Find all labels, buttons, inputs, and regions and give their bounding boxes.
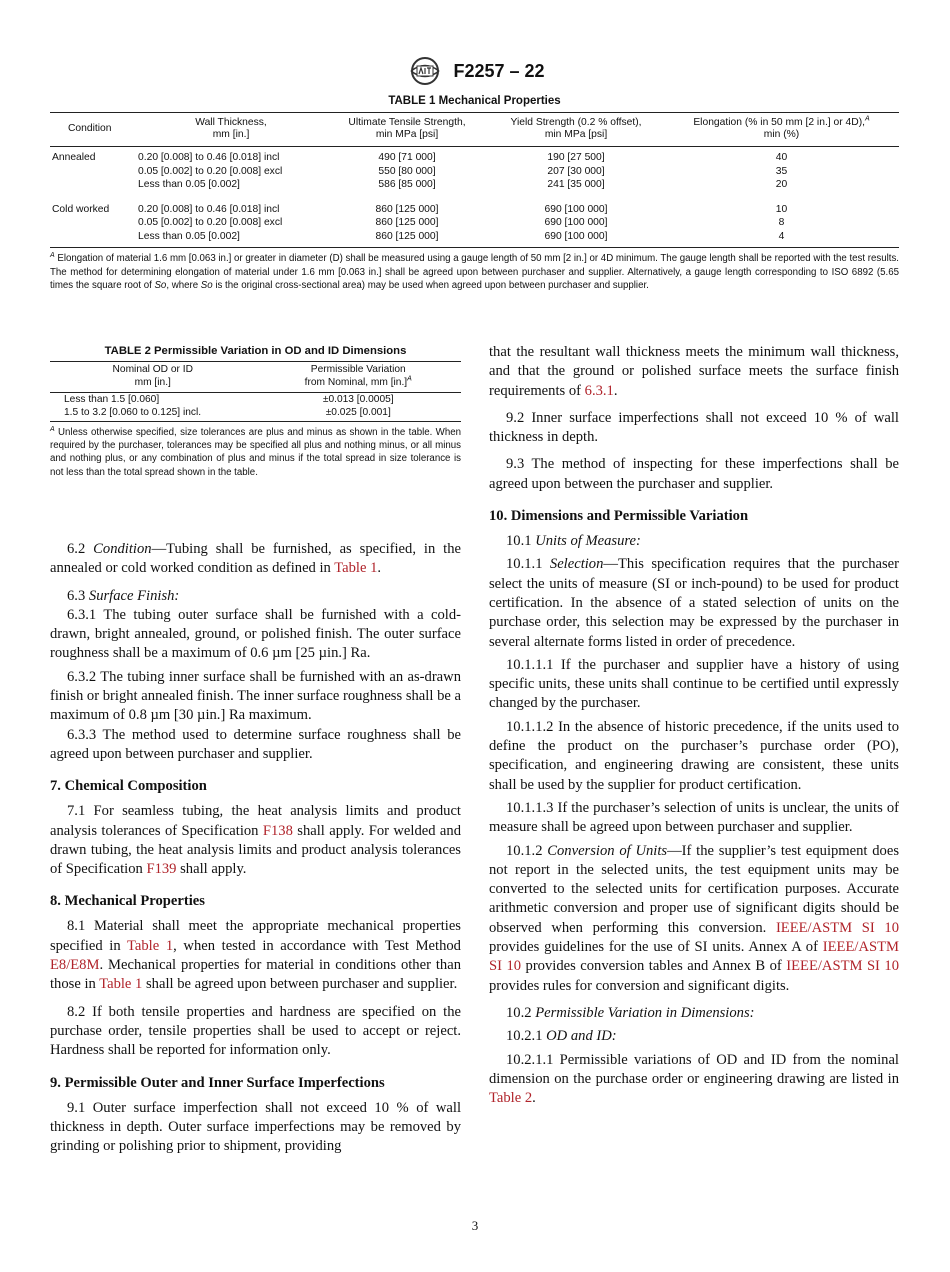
- cell-wall: Less than 0.05 [0.002]: [138, 179, 240, 190]
- link-table-1[interactable]: Table 1: [127, 937, 174, 954]
- cell-uts: 860 [125 000]: [326, 230, 488, 248]
- table-2: [50, 345, 461, 479]
- paragraph-9-1-continued: that the resultant wall thickness meets the minimum wall thickness, and that the ground or polished surface meets the surface finish requirements of 6.3.1.: [489, 344, 899, 399]
- cell-nominal: Less than 1.5 [0.060]: [64, 394, 160, 405]
- paragraph-10-1-2: 10.1.2 Conversion of Units—If the supplier’s test equipment does not report in the selected units, the test equipment units may be converted to the selected units for certification purposes. Accurate arithmetic conversion and proper use of significant digits should be observed when performing this conversion. IEEE/ASTM SI 10 provides guidelines for the use of SI units. Annex A of IEEE/ASTM SI 10 provides conversion tables and Annex B of IEEE/ASTM SI 10 provides rules for conversion and significant digits.: [489, 842, 899, 994]
- section-8-heading: 8. Mechanical Properties: [50, 893, 205, 910]
- cell-variation: ±0.025 [0.001]: [256, 406, 462, 422]
- paragraph-9-2: 9.2 Inner surface imperfections shall not exceed 10 % of wall thickness in depth.: [489, 409, 899, 446]
- cell-el: 20: [775, 179, 788, 190]
- cell-uts: 860 [125 000]: [375, 217, 439, 228]
- link-ieee-astm-si10[interactable]: IEEE/ASTM SI 10: [775, 919, 899, 936]
- cell-condition: [50, 178, 136, 192]
- paragraph-9-1: 9.1 Outer surface imperfection shall not exceed 10 % of wall thickness in depth. Outer surface imperfections may be removed by grinding or polishing prior to shipment, providing: [50, 1099, 461, 1155]
- link-ieee-astm-si10[interactable]: IEEE/ASTM SI 10: [786, 958, 899, 975]
- paragraph-6-3: 6.3 Surface Finish:: [67, 587, 180, 604]
- table-row: [50, 178, 899, 192]
- cell-condition: Cold worked: [52, 203, 110, 215]
- link-f138[interactable]: F138: [262, 822, 293, 839]
- cell-ys: 690 [100 000]: [544, 217, 608, 228]
- astm-logo-icon: [405, 55, 445, 87]
- paragraph-10-1-1-3: 10.1.1.3 If the purchaser’s selection of units is unclear, the units of measure shall be agreed upon between purchaser and supplier.: [489, 799, 899, 836]
- col-header-uts: Ultimate Tensile Strength, min MPa [psi]: [326, 113, 488, 147]
- table-1-footnote: $^A$ Elongation of material 1.6 mm [0.063 in.] or greater in diameter (D) shall be measured using a gauge length of 50 mm [2 in.] or 4D minimum. The gauge length shall be reported with the test results. The method for determining elongation of material under 1.6 mm [0.063 in.] shall be agreed upon between purchaser and supplier. Alternatively, a gauge length corresponding to ISO 6892 (5.65 times the square root of So, where So is the original cross-sectional area) may be used when agreed upon between purchaser and supplier.: [50, 251, 899, 291]
- link-table-1[interactable]: Table 1: [334, 560, 378, 577]
- page-number: 3: [471, 1218, 479, 1233]
- od-id-variation-table: [50, 361, 461, 422]
- cell-ys: 241 [35 000]: [547, 179, 605, 190]
- section-9-heading: 9. Permissible Outer and Inner Surface Imperfections: [50, 1074, 385, 1091]
- link-6-3-1[interactable]: 6.3.1: [584, 382, 614, 399]
- table-row: [50, 165, 899, 179]
- paragraph-7-1: 7.1 For seamless tubing, the heat analysis limits and product analysis tolerances of Specification F138 shall apply. For welded and drawn tubing, the heat analysis limits and product analysis tolerances of Specification F139 shall apply.: [50, 803, 461, 878]
- cell-uts: 550 [80 000]: [378, 165, 436, 177]
- link-ieee-astm-si10[interactable]: IEEE/ASTM SI 10: [489, 939, 899, 975]
- table-row: [50, 393, 461, 407]
- page-header: [0, 55, 950, 87]
- paragraph-10-1-1-1: 10.1.1.1 If the purchaser and supplier have a history of using specific units, these units shall continue to be certified until expressly changed by the purchaser.: [489, 656, 899, 712]
- paragraph-6-3-3: 6.3.3 The method used to determine surface roughness shall be agreed upon between purchaser and supplier.: [50, 726, 461, 762]
- cell-wall: 0.20 [0.008] to 0.46 [0.018] incl: [138, 203, 280, 215]
- paragraph-6-3-2: 6.3.2 The tubing inner surface shall be furnished with an as-drawn finish or bright annealed finish. The inner surface roughness shall be a maximum of 0.8 µm [30 µin.] Ra maximum.: [50, 668, 461, 724]
- col-header-nominal: Nominal OD or ID mm [in.]: [50, 362, 256, 393]
- cell-ys: 690 [100 000]: [544, 203, 608, 215]
- cell-ys: 190 [27 500]: [547, 152, 605, 163]
- paragraph-8-1: 8.1 Material shall meet the appropriate mechanical properties specified in Table 1, when tested in accordance with Test Method E8/E8M. Mechanical properties for material in conditions other than those in Table 1 shall be agreed upon between purchaser and supplier.: [50, 918, 461, 993]
- left-column: [50, 540, 461, 1156]
- cell-wall: Less than 0.05 [0.002]: [136, 230, 326, 248]
- cell-wall: 0.20 [0.008] to 0.46 [0.018] incl: [138, 152, 280, 163]
- right-column: [489, 343, 899, 1108]
- paragraph-10-1-1: 10.1.1 Selection—This specification requires that the purchaser select the units of measure (SI or inch-pound) to be used for product certification. In the absence of a stated selection of units on the purchase order, this selection may be expressed by the purchaser in several alternate forms listed in order of precedence.: [489, 556, 899, 650]
- table-header-row: [50, 362, 461, 393]
- link-table-2[interactable]: Table 2: [489, 1090, 533, 1107]
- section-10-heading: 10. Dimensions and Permissible Variation: [489, 508, 749, 525]
- cell-ys: 690 [100 000]: [488, 230, 664, 248]
- cell-el: 35: [775, 165, 788, 177]
- cell-uts: 586 [85 000]: [378, 179, 436, 190]
- table-row: [50, 203, 899, 217]
- cell-wall: 0.05 [0.002] to 0.20 [0.008] excl: [138, 217, 283, 228]
- cell-variation: ±0.013 [0.0005]: [322, 394, 394, 405]
- table-1-caption: TABLE 1 Mechanical Properties: [388, 95, 561, 107]
- table-row: [50, 147, 899, 165]
- table-row: [50, 230, 899, 248]
- paragraph-8-2: 8.2 If both tensile properties and hardness are specified on the purchase order, tensile properties shall be used to accept or reject. Hardness shall be reported for information only.: [50, 1003, 461, 1059]
- paragraph-10-1: 10.1 Units of Measure:: [506, 533, 641, 550]
- table-row: [50, 216, 899, 230]
- paragraph-10-2-1: 10.2.1 OD and ID:: [506, 1028, 617, 1045]
- link-e8-e8m[interactable]: E8/E8M: [50, 957, 100, 974]
- cell-el: 10: [775, 203, 788, 215]
- cell-condition: Annealed: [52, 152, 96, 163]
- link-table-1[interactable]: Table 1: [99, 976, 143, 993]
- cell-el: 4: [664, 230, 899, 248]
- table-header-row: [50, 113, 899, 147]
- section-7-heading: 7. Chemical Composition: [50, 778, 207, 795]
- paragraph-10-2: 10.2 Permissible Variation in Dimensions:: [506, 1004, 755, 1021]
- paragraph-9-3: 9.3 The method of inspecting for these imperfections shall be agreed upon between the purchaser and supplier.: [489, 456, 899, 492]
- cell-el: 8: [778, 217, 785, 228]
- table-2-footnote: $^A$ Unless otherwise specified, size tolerances are plus and minus as shown in the table. When required by the purchaser, tolerances may be specified all plus and nothing minus, or all minus and nothing plus, or any combination of plus and minus if the total spread in size tolerance is not less than the total spread shown in the table.: [50, 425, 461, 478]
- mechanical-properties-table: [50, 112, 899, 248]
- col-header-variation: Permissible Variation from Nominal, mm $[in.]^A$: [256, 362, 462, 393]
- paragraph-10-2-1-1: 10.2.1.1 Permissible variations of OD and ID from the nominal dimension on the purchase order or engineering drawing are listed in Table 2.: [489, 1051, 899, 1107]
- cell-nominal: 1.5 to 3.2 [0.060 to 0.125] incl.: [50, 406, 256, 422]
- link-f139[interactable]: F139: [146, 861, 177, 878]
- table-2-caption: TABLE 2 Permissible Variation in OD and ID Dimensions: [104, 345, 407, 357]
- paragraph-6-3-1: 6.3.1 The tubing outer surface shall be furnished with a cold-drawn, bright annealed, ground, or polished finish. The outer surface roughness shall be a maximum of 0.6 µm [25 µin.] Ra.: [50, 606, 461, 662]
- paragraph-10-1-1-2: 10.1.1.2 In the absence of historic precedence, if the units used to define the product on the purchaser’s purchase order (PO), specification, and engineering drawing are consistent, these units shall be used by the supplier for product certification.: [489, 718, 899, 793]
- cell-wall: 0.05 [0.002] to 0.20 [0.008] excl: [138, 165, 283, 177]
- col-header-condition: Condition: [50, 113, 136, 147]
- col-header-yield: Yield Strength (0.2 % offset), min MPa [psi]: [488, 113, 664, 147]
- table-spacer-row: [50, 192, 899, 203]
- paragraph-6-2: 6.2 Condition—Tubing shall be furnished, as specified, in the annealed or cold worked condition as defined in Table 1.: [50, 541, 462, 577]
- table-1: [50, 95, 899, 293]
- col-header-wall-thickness: Wall Thickness, mm [in.]: [136, 113, 326, 147]
- cell-condition: [50, 165, 136, 179]
- cell-uts: 490 [71 000]: [378, 152, 436, 163]
- cell-el: 40: [775, 152, 788, 163]
- col-header-elongation: Elongation (% in 50 mm [2 in.] or 4D),$^A$ min (%): [664, 113, 899, 147]
- document-designation: F2257 – 22: [453, 60, 545, 81]
- cell-uts: 860 [125 000]: [375, 203, 439, 215]
- cell-condition: [50, 216, 136, 230]
- cell-ys: 207 [30 000]: [547, 165, 605, 177]
- table-row: [50, 406, 461, 422]
- cell-condition: [50, 230, 136, 248]
